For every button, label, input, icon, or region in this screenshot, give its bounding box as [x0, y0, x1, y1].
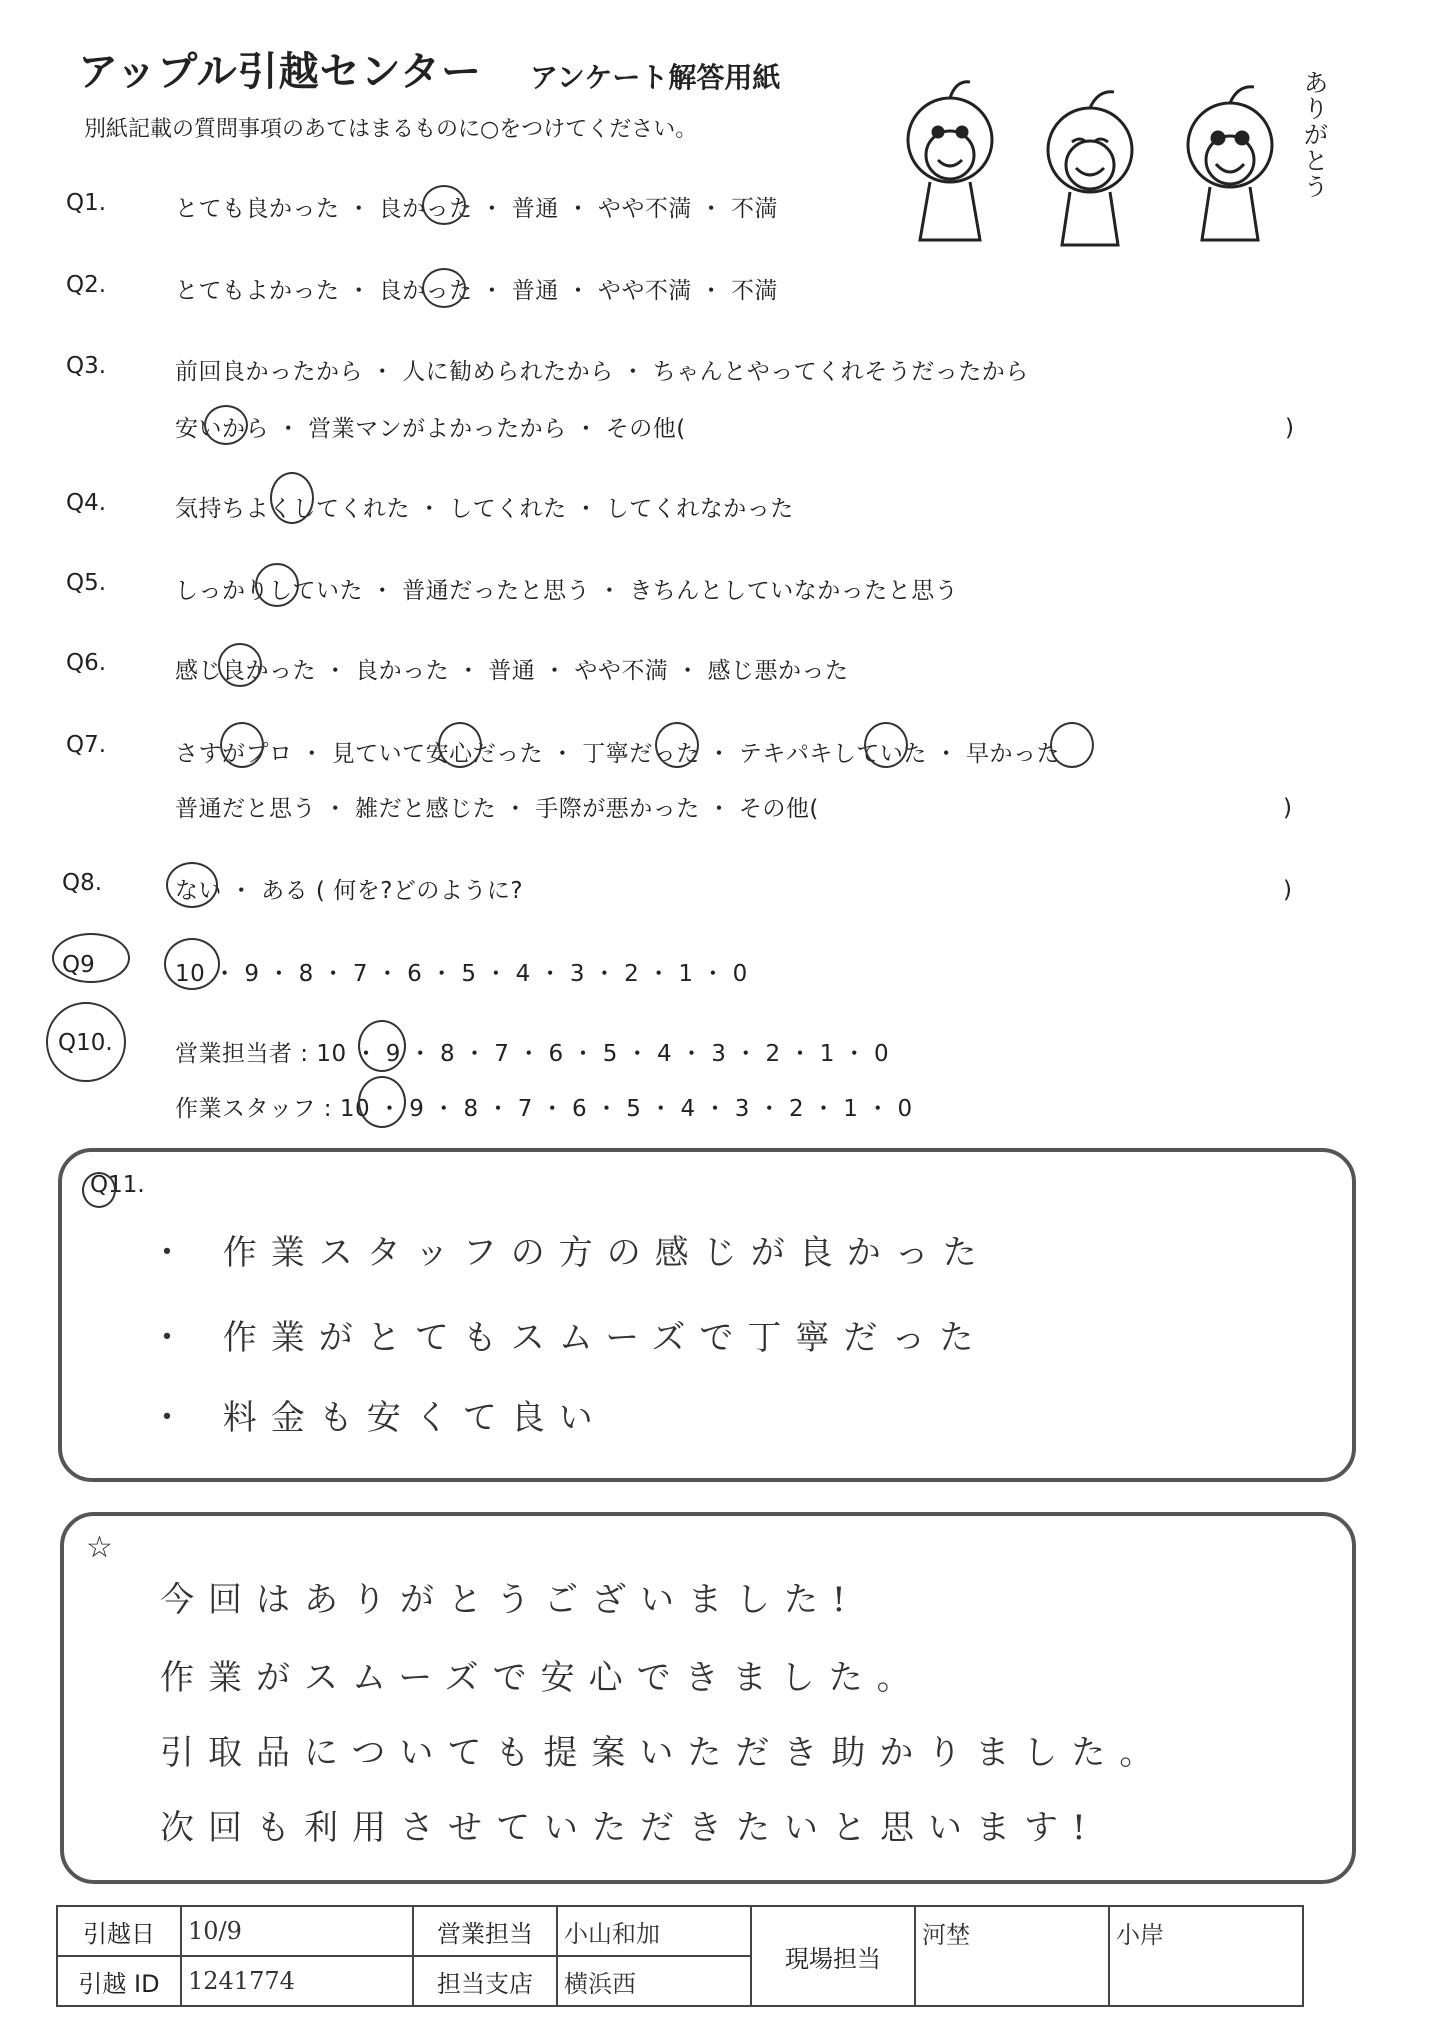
q7-close-paren: ) — [1283, 795, 1292, 821]
q7-answer-mark-2 — [438, 722, 482, 768]
comment-line-4: 次回も利用させていただきたいと思います! — [160, 1808, 1100, 1848]
mascot-illustration — [900, 60, 1340, 250]
form-title: アップル引越センター — [78, 49, 482, 95]
q9-answer-mark — [164, 938, 220, 990]
move-id-value: 1241774 — [181, 1956, 413, 2006]
q11-answer-line-3: ・ 料金も安くて良い — [150, 1398, 607, 1438]
q7-answer-mark-1 — [220, 722, 264, 768]
comment-line-1: 今回はありがとうございました! — [160, 1580, 860, 1620]
comment-line-3: 引取品についても提案いただき助かりました。 — [160, 1733, 1168, 1773]
comment-line-2: 作業がスムーズで安心できました。 — [160, 1658, 925, 1698]
q8-close-paren: ) — [1283, 877, 1292, 903]
q6-options: 感じ良かった ・ 良かった ・ 普通 ・ やや不満 ・ 感じ悪かった — [175, 658, 849, 684]
q10-staff-scale: 作業スタッフ : 10 ・ 9 ・ 8 ・ 7 ・ 6 ・ 5 ・ 4 ・ 3 ・ 2 ・ 1 ・ 0 — [175, 1096, 913, 1122]
sales-rep-value: 小山和加 — [557, 1906, 751, 1956]
q2-options: とてもよかった ・ 良かった ・ 普通 ・ やや不満 ・ 不満 — [175, 278, 778, 304]
move-date-value: 10/9 — [181, 1906, 413, 1956]
q11-label-mark — [82, 1172, 116, 1208]
q1-label: Q1. — [66, 190, 107, 216]
q4-label: Q4. — [66, 490, 107, 516]
q11-label: Q11. — [90, 1172, 145, 1198]
site-staff-label: 現場担当 — [751, 1906, 915, 2006]
q2-label: Q2. — [66, 272, 107, 298]
q10-label-mark — [46, 1002, 126, 1082]
site-staff-value-2: 小岸 — [1109, 1906, 1303, 2006]
q6-answer-mark — [218, 643, 262, 687]
move-id-label: 引越 ID — [57, 1956, 181, 2006]
branch-value: 横浜西 — [557, 1956, 751, 2006]
q3-options-line2: 安いから ・ 営業マンがよかったから ・ その他( — [175, 416, 686, 442]
monkey-mascots-icon — [900, 60, 1340, 250]
q10-label: Q10. — [58, 1030, 113, 1056]
q3-close-paren: ) — [1285, 415, 1294, 441]
q10-sales-scale: 営業担当者 : 10 ・ 9 ・ 8 ・ 7 ・ 6 ・ 5 ・ 4 ・ 3 ・ 2 ・ 1 ・ 0 — [175, 1041, 890, 1067]
q10-staff-answer-mark — [358, 1076, 406, 1128]
q3-answer-mark — [204, 405, 248, 445]
q11-answer-line-2: ・ 作業がとてもスムーズで丁寧だった — [150, 1318, 988, 1358]
q7-label: Q7. — [66, 732, 107, 758]
q4-options: 気持ちよくしてくれた ・ してくれた ・ してくれなかった — [175, 496, 794, 522]
q1-answer-mark — [422, 185, 466, 225]
q8-options: ない ・ ある ( 何を?どのように? — [175, 878, 524, 904]
q4-answer-mark — [270, 472, 314, 524]
thank-you-caption: ありがとう — [1304, 69, 1328, 201]
branch-label: 担当支店 — [413, 1956, 557, 2006]
q7-options-line1: さすがプロ ・ 見ていて安心だった ・ 丁寧だった ・ テキパキしていた ・ 早かった — [175, 741, 1060, 767]
q8-answer-mark — [166, 862, 218, 908]
q3-options-line1: 前回良かったから ・ 人に勧められたから ・ ちゃんとやってくれそうだったから — [175, 359, 1029, 385]
sales-rep-label: 営業担当 — [413, 1906, 557, 1956]
q9-label-mark — [52, 933, 130, 983]
q1-options: とても良かった ・ 良かった ・ 普通 ・ やや不満 ・ 不満 — [175, 196, 778, 222]
move-date-label: 引越日 — [57, 1906, 181, 1956]
q8-label: Q8. — [62, 870, 103, 896]
q9-label: Q9 — [62, 952, 95, 978]
q9-scale: 10 ・ 9 ・ 8 ・ 7 ・ 6 ・ 5 ・ 4 ・ 3 ・ 2 ・ 1 ・ 0 — [175, 961, 748, 987]
q5-answer-mark — [255, 563, 299, 607]
q2-answer-mark — [422, 268, 466, 308]
form-subtitle: アンケート解答用紙 — [530, 61, 781, 94]
star-icon: ☆ — [86, 1530, 113, 1565]
q10-sales-answer-mark — [358, 1020, 406, 1072]
q7-answer-mark-4 — [864, 722, 908, 768]
q5-label: Q5. — [66, 570, 107, 596]
q3-label: Q3. — [66, 353, 107, 379]
q11-answer-line-1: ・ 作業スタッフの方の感じが良かった — [150, 1233, 991, 1273]
q6-label: Q6. — [66, 650, 107, 676]
instruction-text: 別紙記載の質問事項のあてはまるものに○をつけてください。 — [84, 117, 698, 142]
q7-answer-mark-3 — [655, 722, 699, 768]
q7-answer-mark-5 — [1050, 722, 1094, 768]
site-staff-value-1: 河埜 — [915, 1906, 1109, 2006]
q7-options-line2: 普通だと思う ・ 雑だと感じた ・ 手際が悪かった ・ その他( — [175, 796, 819, 822]
footer-table — [56, 1905, 1304, 2007]
q5-options: しっかりしていた ・ 普通だったと思う ・ きちんとしていなかったと思う — [175, 578, 959, 604]
